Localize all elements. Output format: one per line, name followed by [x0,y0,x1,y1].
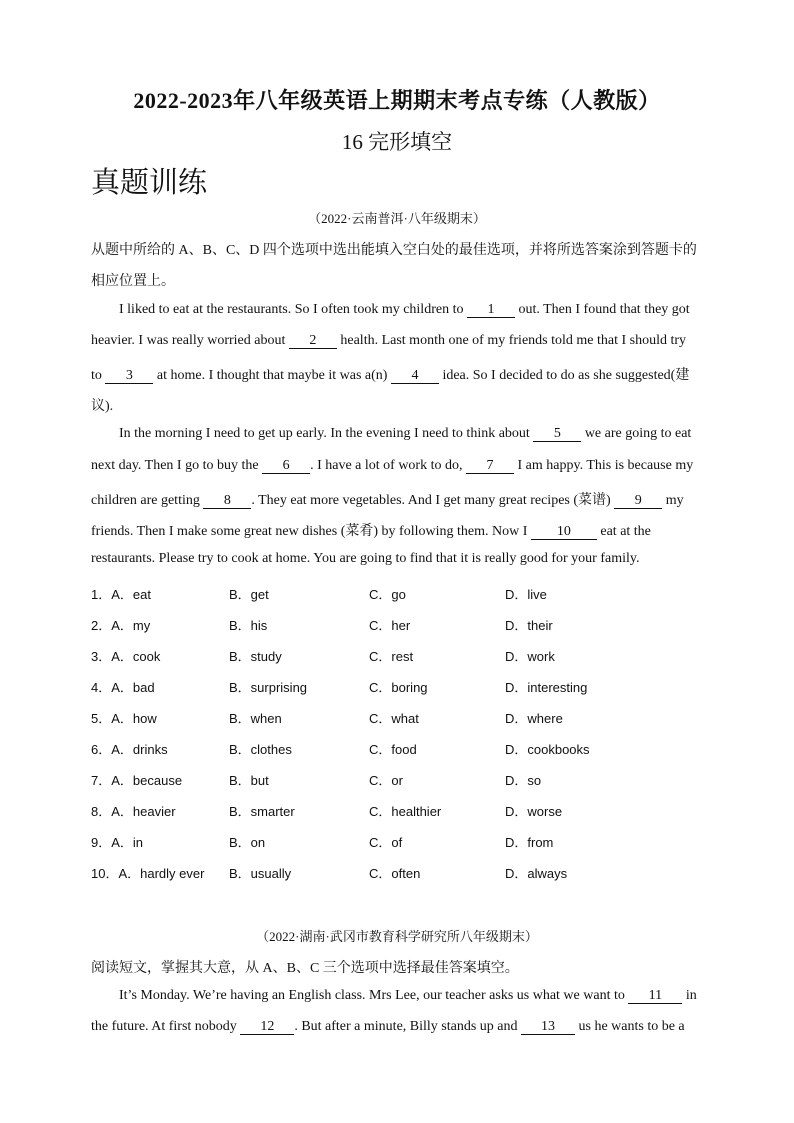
option-c: C．healthier [369,804,442,819]
option-c: C．go [369,587,406,602]
instruction-line: 阅读短文，掌握其大意，从 A、B、C 三个选项中选择最佳答案填空。 [91,961,519,976]
option-b: B．but [229,773,269,788]
option-d: D．cookbooks [505,742,590,757]
answer-blank: 11 [628,989,682,1004]
answer-blank: 13 [521,1020,575,1035]
passage-line: It’s Monday. We’re having an English class. Mrs Lee, our teacher asks us what we want to 11 in [119,988,697,1003]
question-options-2 [91,615,711,635]
option-b: B．study [229,649,282,664]
instruction-line: 相应位置上。 [91,274,175,289]
option-c: C．often [369,866,421,881]
answer-blank: 12 [240,1020,294,1035]
answer-blank: 7 [466,459,514,474]
option-c: C．food [369,742,417,757]
document-subtitle: 16 完形填空 [341,130,453,154]
question-options-5 [91,708,711,728]
option-a: 3．A．cook [91,649,161,664]
passage-line: friends. Then I make some great new dishes (菜肴) by following them. Now I 10 eat at the [91,524,651,539]
source-note-2: （2022·湖南·武冈市教育科学研究所八年级期末） [256,929,538,944]
option-b: B．get [229,587,269,602]
option-b: B．clothes [229,742,292,757]
option-a: 10．A．hardly ever [91,866,205,881]
question-options-4 [91,677,711,697]
option-c: C．boring [369,680,428,695]
option-a: 5．A．how [91,711,157,726]
answer-blank: 5 [533,427,581,442]
answer-blank: 4 [391,369,439,384]
passage-line: to 3 at home. I thought that maybe it was a(n) 4 idea. So I decided to do as she suggested(建 [91,368,690,383]
option-b: B．his [229,618,268,633]
passage-line: restaurants. Please try to cook at home. You are going to find that it is really good for your family. [91,551,640,566]
answer-blank: 3 [105,369,153,384]
instruction-line: 从题中所给的 A、B、C、D 四个选项中选出能填入空白处的最佳选项，并将所选答案涂到答题卡的 [91,243,697,258]
answer-blank: 8 [203,494,251,509]
option-c: C．or [369,773,403,788]
passage-line: 议). [91,399,114,414]
passage-line: the future. At first nobody 12 . But after a minute, Billy stands up and 13 us he wants to be a [91,1019,685,1034]
option-d: D．work [505,649,555,664]
option-a: 9．A．in [91,835,144,850]
option-a: 6．A．drinks [91,742,168,757]
passage-line: next day. Then I go to buy the 6 . I have a lot of work to do, 7 I am happy. This is because my [91,458,694,473]
answer-blank: 6 [262,459,310,474]
passage-line: I liked to eat at the restaurants. So I often took my children to 1 out. Then I found that they got [119,302,690,317]
question-options-7 [91,770,711,790]
option-b: B．surprising [229,680,308,695]
option-a: 1．A．eat [91,587,151,602]
source-note-1: （2022·云南普洱·八年级期末） [308,211,486,226]
option-d: D．worse [505,804,563,819]
option-d: D．always [505,866,568,881]
answer-blank: 1 [467,303,515,318]
option-d: D．interesting [505,680,588,695]
question-options-10 [91,863,711,883]
option-a: 8．A．heavier [91,804,176,819]
section-heading: 真题训练 [91,167,208,199]
answer-blank: 10 [531,525,597,540]
option-c: C．what [369,711,419,726]
option-d: D．so [505,773,542,788]
option-b: B．on [229,835,266,850]
question-options-8 [91,801,711,821]
option-c: C．her [369,618,411,633]
passage-line: heavier. I was really worried about 2 health. Last month one of my friends told me that I should try [91,333,687,348]
document-title: 2022-2023年八年级英语上期期末考点专练（人教版） [133,88,661,113]
question-options-3 [91,646,711,666]
question-options-9 [91,832,711,852]
question-options-6 [91,739,711,759]
option-d: D．live [505,587,547,602]
passage-line: children are getting 8 . They eat more vegetables. And I get many great recipes (菜谱) 9 my [91,493,684,508]
option-b: B．usually [229,866,292,881]
answer-blank: 9 [614,494,662,509]
question-options-1 [91,584,711,604]
option-a: 7．A．because [91,773,183,788]
option-d: D．their [505,618,553,633]
option-b: B．when [229,711,282,726]
option-d: D．from [505,835,554,850]
answer-blank: 2 [289,334,337,349]
option-c: C．rest [369,649,414,664]
option-a: 4．A．bad [91,680,155,695]
passage-line: In the morning I need to get up early. In the evening I need to think about 5 we are going to eat [119,426,692,441]
option-b: B．smarter [229,804,295,819]
option-d: D．where [505,711,563,726]
option-c: C．of [369,835,403,850]
option-a: 2．A．my [91,618,151,633]
